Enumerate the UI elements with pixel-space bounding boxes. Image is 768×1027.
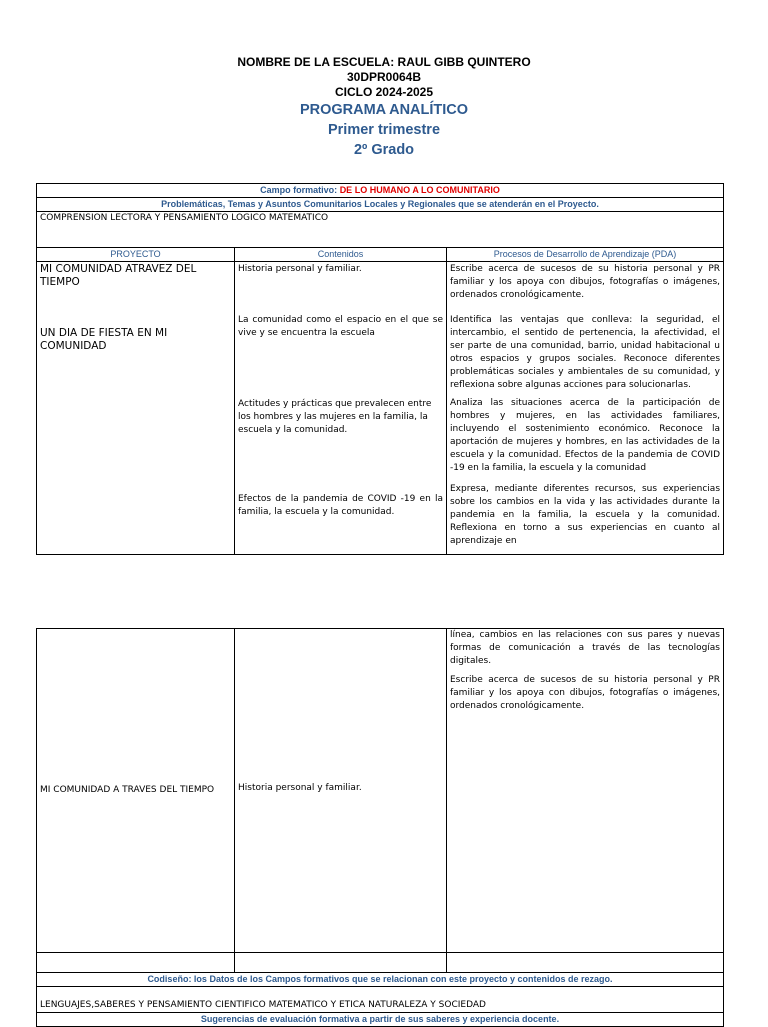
sugerencias-header: Sugerencias de evaluación formativa a partir de sus saberes y experiencia docente. bbox=[37, 1013, 724, 1027]
pda-item: línea, cambios en las relaciones con sus pares y nuevas formas de comunicación a través de las tecnologías digitales. bbox=[450, 630, 720, 666]
document-header bbox=[0, 55, 768, 160]
school-name: NOMBRE DE LA ESCUELA: RAUL GIBB QUINTERO bbox=[237, 55, 531, 69]
empty-cell bbox=[37, 953, 235, 973]
trimester-label: Primer trimestre bbox=[327, 122, 441, 138]
proyecto-cell bbox=[37, 629, 235, 953]
content-item: La comunidad como el espacio en el que se vive y se encuentra la escuela bbox=[238, 315, 443, 338]
campo-formativo-row bbox=[37, 184, 724, 198]
proyecto-cell bbox=[37, 262, 235, 555]
codiseno-header: Codiseño: los Datos de los Campos formativos que se relacionan con este proyecto y contenidos de rezago. bbox=[37, 973, 724, 987]
empty-cell bbox=[447, 953, 724, 973]
school-code: 30DPR0064B bbox=[346, 70, 422, 84]
campo-formativo-value: DE LO HUMANO A LO COMUNITARIO bbox=[339, 185, 500, 195]
analytic-table-2 bbox=[36, 628, 724, 1027]
column-header-pda: Procesos de Desarrollo de Aprendizaje (PDA) bbox=[447, 248, 724, 262]
project-item: MI COMUNIDAD A TRAVES DEL TIEMPO bbox=[40, 785, 215, 795]
program-title: PROGRAMA ANALÍTICO bbox=[299, 102, 469, 118]
content-item: Efectos de la pandemia de COVID -19 en la familia, la escuela y la comunidad. bbox=[238, 494, 443, 517]
contenidos-cell bbox=[235, 262, 447, 555]
pda-item: Analiza las situaciones acerca de la participación de hombres y mujeres, en las actividades familiares, incluyendo el sostenimiento económico. Reconoce la aportación de mujeres y hombres, en las actividades de la escuela y la comunidad. Efectos de la pandemia de COVID -19 en la familia, la escuela y la comunidad bbox=[450, 398, 721, 473]
pda-cell bbox=[447, 262, 724, 555]
analytic-table-1 bbox=[36, 183, 724, 555]
content-item: Historia personal y familiar. bbox=[238, 264, 362, 274]
project-item: MI COMUNIDAD ATRAVEZ DEL TIEMPO bbox=[40, 263, 197, 288]
contenidos-cell bbox=[235, 629, 447, 953]
pda-item: Escribe acerca de sucesos de su historia personal y PR familiar y los apoya con dibujos, fotografías o imágenes, ordenados cronológicamente. bbox=[450, 264, 721, 300]
pda-item: Identifica las ventajas que conlleva: la seguridad, el intercambio, el sentido de pertenencia, la afectividad, el ser parte de una comunidad, barrio, unidad habitacional u otros espacios y grupos sociales. Reconoce diferentes problemáticas sociales y ambientales de su comunidad, y reflexiona sobre algunas acciones para solucionarlas. bbox=[450, 315, 721, 390]
problematicas-header: Problemáticas, Temas y Asuntos Comunitarios Locales y Regionales que se atenderán en el Proyecto. bbox=[37, 198, 724, 212]
pda-cell bbox=[447, 629, 724, 953]
column-header-proyecto: PROYECTO bbox=[37, 248, 235, 262]
project-item: UN DIA DE FIESTA EN MI COMUNIDAD bbox=[40, 327, 168, 352]
content-item: Historia personal y familiar. bbox=[238, 783, 362, 793]
column-header-contenidos: Contenidos bbox=[235, 248, 447, 262]
school-cycle: CICLO 2024-2025 bbox=[334, 85, 434, 99]
problematicas-text: COMPRENSION LECTORA Y PENSAMIENTO LOGICO MATEMATICO bbox=[37, 212, 724, 248]
campo-formativo-label: Campo formativo: bbox=[260, 185, 340, 195]
grade-label: 2º Grado bbox=[353, 142, 415, 158]
content-item: Actitudes y prácticas que prevalecen entre los hombres y las mujeres en la familia, la escuela y la comunidad. bbox=[238, 399, 432, 435]
pda-item: Expresa, mediante diferentes recursos, sus experiencias sobre los cambios en la vida y las actividades durante la pandemia en la familia, la escuela y la comunidad. Reflexiona en torno a sus experiencias en cuanto al aprendizaje en bbox=[450, 484, 721, 546]
empty-cell bbox=[235, 953, 447, 973]
codiseno-text: LENGUAJES,SABERES Y PENSAMIENTO CIENTIFICO MATEMATICO Y ETICA NATURALEZA Y SOCIEDAD bbox=[37, 987, 724, 1013]
pda-item: Escribe acerca de sucesos de su historia personal y PR familiar y los apoya con dibujos, fotografías o imágenes, ordenados cronológicamente. bbox=[450, 675, 720, 711]
